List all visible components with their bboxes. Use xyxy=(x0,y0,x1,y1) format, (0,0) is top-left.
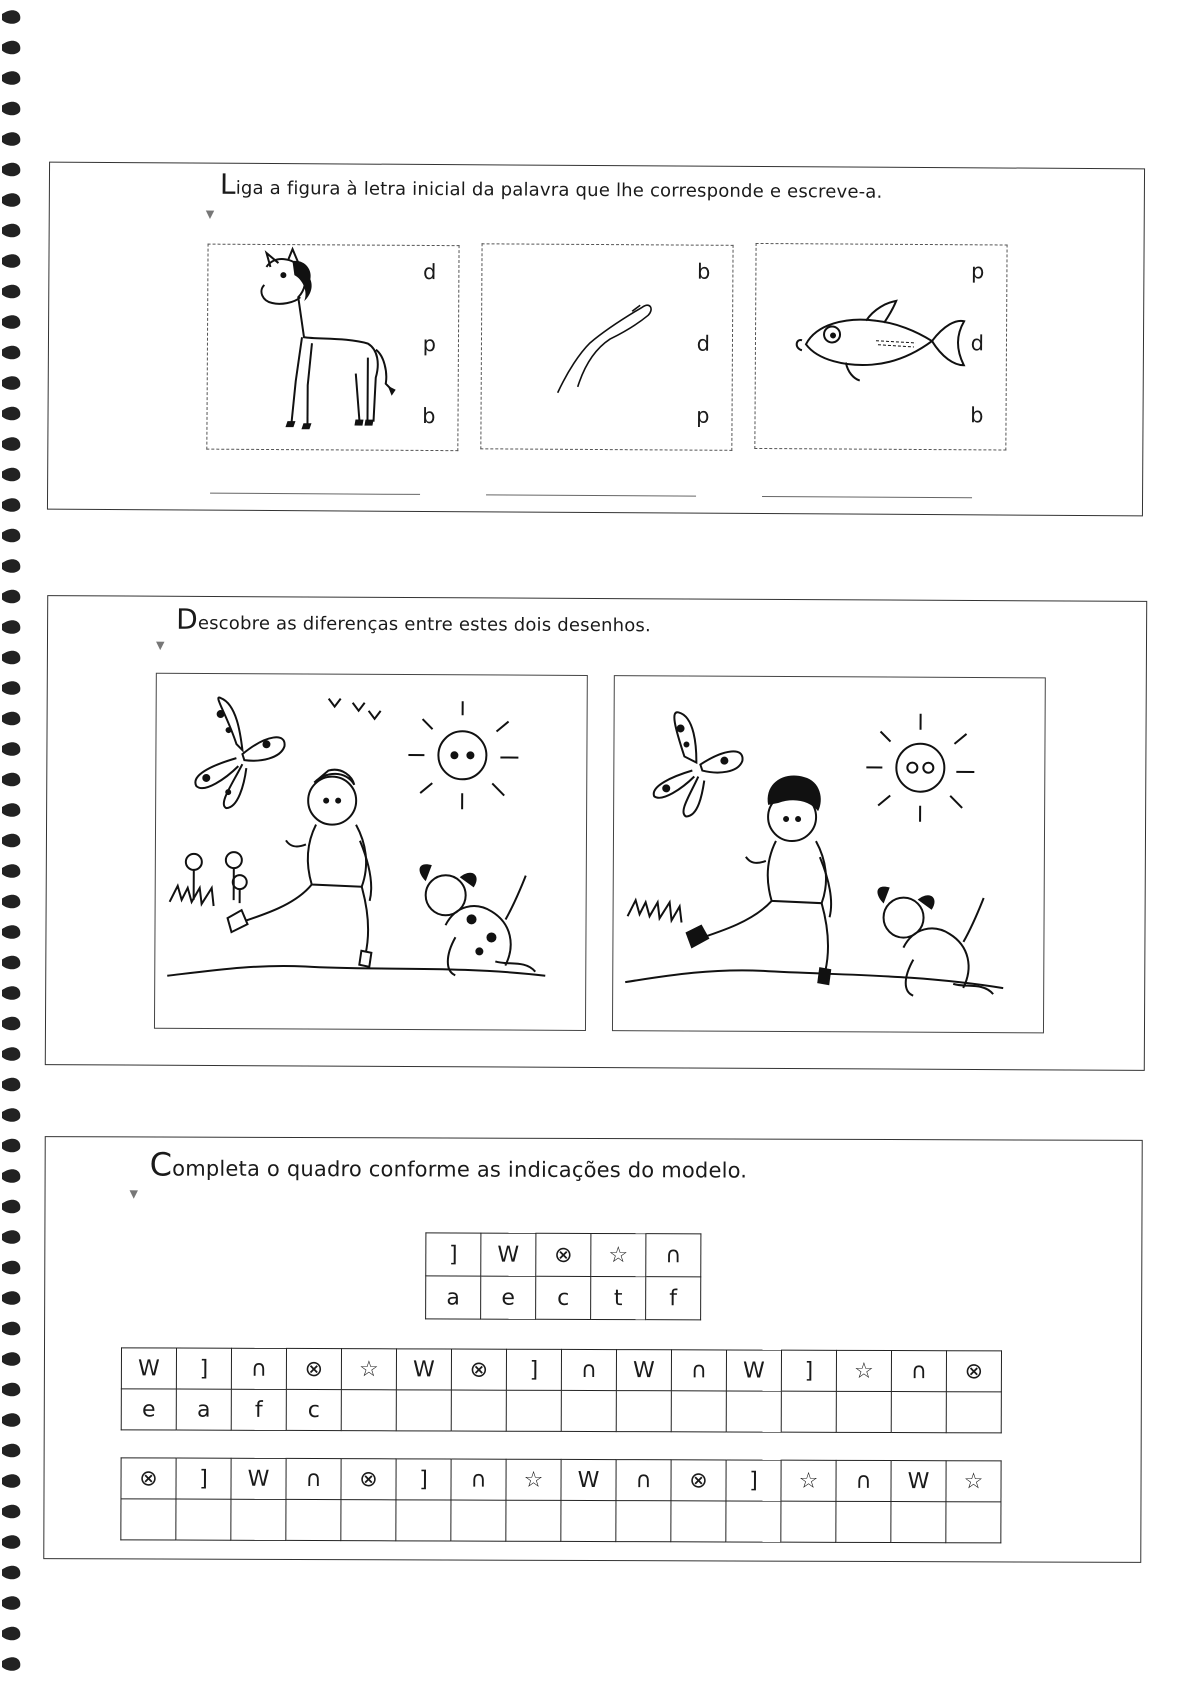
letter-option-b[interactable]: b xyxy=(696,259,711,284)
letter-cell[interactable] xyxy=(341,1500,396,1541)
answer-line-2[interactable] xyxy=(486,494,696,496)
model-table xyxy=(425,1232,701,1320)
letter-cell[interactable] xyxy=(891,1392,946,1433)
symbol-cell: W xyxy=(481,1233,536,1276)
symbol-cell: ☆ xyxy=(506,1459,561,1500)
letter-cell[interactable] xyxy=(781,1391,836,1432)
symbol-cell: e xyxy=(481,1276,536,1319)
pointer-mark-icon: ▼ xyxy=(129,1187,139,1201)
letter-cell[interactable] xyxy=(616,1501,671,1542)
letter-cell[interactable] xyxy=(836,1501,891,1542)
grid-2-letter-row xyxy=(121,1499,1001,1543)
symbol-cell: ∩ xyxy=(646,1234,701,1277)
symbol-cell: ] xyxy=(506,1349,561,1390)
symbol-cell: ⊗ xyxy=(121,1458,176,1499)
symbol-cell: ☆ xyxy=(591,1233,646,1276)
exercise-1-instruction: Liga a figura à letra inicial da palavra que lhe corresponde e escreve-a. xyxy=(219,167,883,203)
answer-line-3[interactable] xyxy=(762,496,972,498)
letter-option-p[interactable]: p xyxy=(422,331,437,357)
letter-option-d[interactable]: d xyxy=(422,259,437,285)
letter-cell[interactable] xyxy=(946,1502,1001,1543)
symbol-cell: ] xyxy=(726,1460,781,1501)
symbol-cell: ∩ xyxy=(231,1348,286,1389)
grid-2-symbol-row xyxy=(121,1458,1001,1502)
symbol-cell: ☆ xyxy=(946,1461,1001,1502)
scene-right xyxy=(612,675,1046,1033)
symbol-cell: ∩ xyxy=(891,1351,946,1392)
symbol-cell: W xyxy=(396,1349,451,1390)
letter-option-d[interactable]: d xyxy=(970,331,985,356)
letter-cell[interactable] xyxy=(231,1499,286,1540)
symbol-cell: W xyxy=(561,1459,616,1500)
picture-box-horse xyxy=(206,244,459,452)
letter-option-b[interactable]: b xyxy=(970,403,984,428)
letter-cell[interactable] xyxy=(396,1500,451,1541)
letter-cell[interactable] xyxy=(946,1392,1001,1433)
symbol-cell: c xyxy=(536,1276,591,1319)
symbol-cell: ] xyxy=(426,1233,481,1276)
symbol-cell: ⊗ xyxy=(341,1459,396,1500)
letter-cell[interactable] xyxy=(891,1502,946,1543)
symbol-cell: ∩ xyxy=(561,1349,616,1390)
symbol-cell: t xyxy=(591,1276,646,1319)
letter-cell[interactable] xyxy=(176,1499,231,1540)
letter-cell[interactable] xyxy=(671,1501,726,1542)
symbol-cell: W xyxy=(121,1348,176,1389)
exercise-2-instruction: Descobre as diferenças entre estes dois desenhos. xyxy=(176,602,652,637)
letter-option-p[interactable]: p xyxy=(971,259,985,284)
scene-left xyxy=(154,673,588,1031)
letter-option-b[interactable]: b xyxy=(422,403,436,429)
letter-cell[interactable] xyxy=(781,1501,836,1542)
exercise-3-instruction: Completa o quadro conforme as indicações do modelo. xyxy=(149,1145,748,1184)
symbol-cell: ⊗ xyxy=(946,1351,1001,1392)
letter-cell[interactable]: e xyxy=(121,1389,176,1430)
letter-cell[interactable] xyxy=(671,1391,726,1432)
symbol-cell: ∩ xyxy=(451,1459,506,1500)
letter-option-p[interactable]: p xyxy=(696,403,710,428)
symbol-cell: ∩ xyxy=(286,1458,341,1499)
symbol-cell: ⊗ xyxy=(671,1460,726,1501)
letter-option-d[interactable]: d xyxy=(696,331,711,356)
running-boy-scene-icon xyxy=(155,674,587,1030)
letter-cell[interactable] xyxy=(726,1501,781,1542)
letter-cell[interactable] xyxy=(726,1391,781,1432)
symbol-cell: ] xyxy=(176,1458,231,1499)
letter-cell[interactable] xyxy=(396,1390,451,1431)
exercise-1-panel xyxy=(47,162,1145,517)
grid-1-symbol-row xyxy=(121,1348,1001,1392)
picture-box-finger xyxy=(480,243,733,451)
symbol-cell: a xyxy=(426,1276,481,1319)
symbol-cell: ∩ xyxy=(836,1460,891,1501)
letter-cell[interactable] xyxy=(506,1500,561,1541)
letter-cell[interactable] xyxy=(561,1500,616,1541)
symbol-cell: ∩ xyxy=(671,1350,726,1391)
symbol-cell: ] xyxy=(176,1348,231,1389)
spiral-binding xyxy=(0,0,26,1684)
symbol-cell: ⊗ xyxy=(536,1233,591,1276)
exercise-3-panel xyxy=(43,1136,1142,1563)
symbol-cell: W xyxy=(726,1350,781,1391)
letter-cell[interactable] xyxy=(506,1390,561,1431)
letter-cell[interactable]: c xyxy=(286,1389,341,1430)
exercise-grid-2 xyxy=(120,1457,1001,1543)
symbol-cell: ☆ xyxy=(341,1349,396,1390)
symbol-cell: W xyxy=(891,1461,946,1502)
symbol-cell: f xyxy=(646,1277,701,1320)
symbol-cell: ⊗ xyxy=(451,1349,506,1390)
letter-cell[interactable] xyxy=(561,1390,616,1431)
running-boy-scene-icon xyxy=(613,676,1045,1032)
letter-cell[interactable] xyxy=(836,1391,891,1432)
letter-cell[interactable] xyxy=(121,1499,176,1540)
symbol-cell: ∩ xyxy=(616,1460,671,1501)
symbol-cell: ☆ xyxy=(781,1460,836,1501)
symbol-cell: ] xyxy=(396,1459,451,1500)
model-symbol-row xyxy=(426,1233,701,1277)
letter-cell[interactable] xyxy=(451,1390,506,1431)
letter-cell[interactable] xyxy=(616,1391,671,1432)
symbol-cell: ] xyxy=(781,1350,836,1391)
letter-cell[interactable]: f xyxy=(231,1389,286,1430)
picture-box-fish xyxy=(754,243,1007,451)
symbol-cell: ☆ xyxy=(836,1350,891,1391)
symbol-cell: W xyxy=(231,1458,286,1499)
pointer-mark-icon: ▼ xyxy=(205,207,215,221)
symbol-cell: W xyxy=(616,1350,671,1391)
answer-line-1[interactable] xyxy=(210,493,420,495)
letter-cell[interactable] xyxy=(451,1500,506,1541)
symbol-cell: ⊗ xyxy=(286,1348,341,1389)
letter-cell[interactable]: a xyxy=(176,1389,231,1430)
letter-cell[interactable] xyxy=(286,1499,341,1540)
grid-1-letter-row xyxy=(121,1389,1001,1433)
model-letter-row xyxy=(426,1276,701,1320)
pointer-mark-icon: ▼ xyxy=(155,638,165,652)
exercise-2-panel xyxy=(45,595,1147,1071)
letter-cell[interactable] xyxy=(341,1390,396,1431)
exercise-grid-1 xyxy=(121,1347,1002,1433)
